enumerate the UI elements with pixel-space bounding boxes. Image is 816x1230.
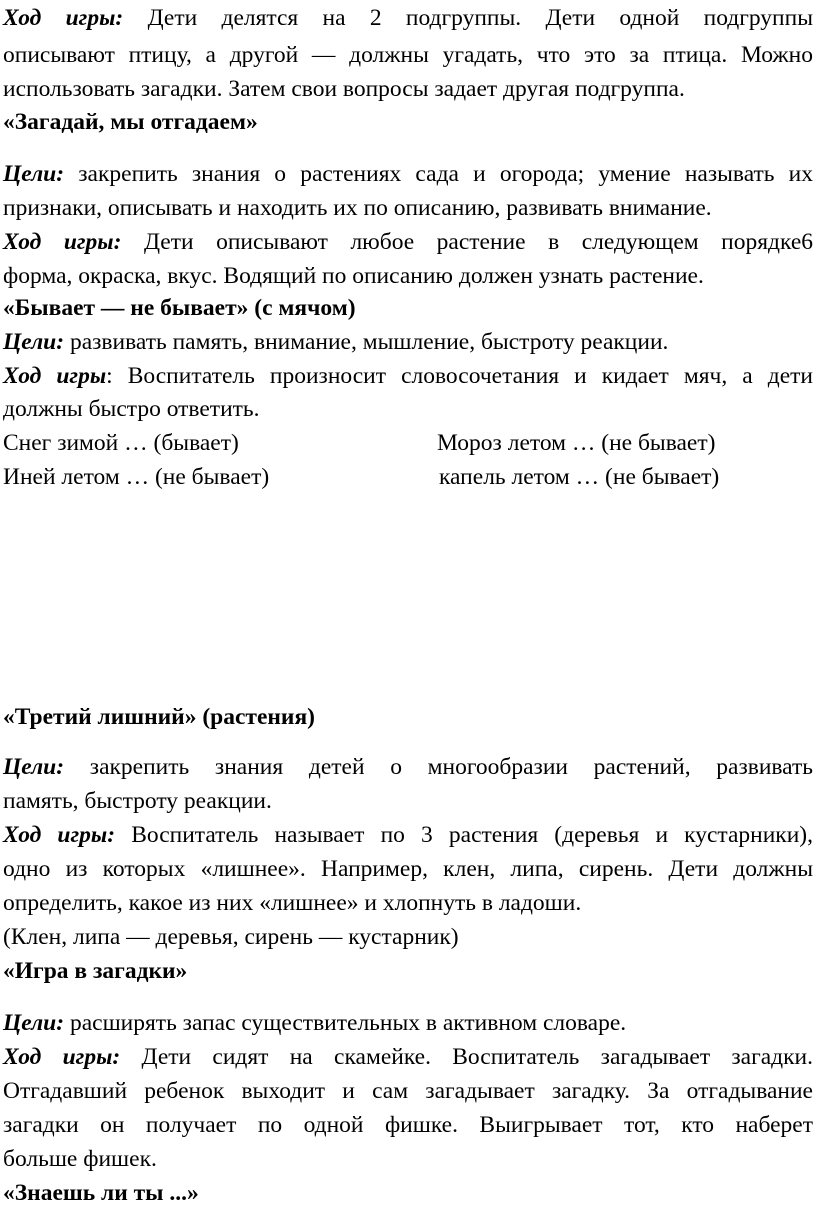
game3-play-line-2: одно из которых «лишнее». Например, клен, липа, сирень. Дети должны: [3, 856, 813, 882]
game2-example-row-2: [3, 459, 816, 496]
game2-example-row-1: [3, 425, 816, 462]
game4-play-line-4: больше фишек.: [3, 1146, 157, 1172]
game3-play-line-3: определить, какое из них «лишнее» и хлопнуть в ладоши.: [3, 890, 582, 916]
example-left: Иней летом … (не бывает): [3, 464, 270, 490]
game2-play-line-1: Ход игры: Воспитатель произносит словосочетания и кидает мяч, а дети: [3, 363, 813, 389]
game2-play-line-2: должны быстро ответить.: [3, 396, 260, 422]
goal-label: Цели:: [3, 329, 65, 355]
example-right: капель летом … (не бывает): [439, 464, 720, 490]
game3-note: (Клен, липа — деревья, сирень — кустарник): [3, 924, 459, 950]
game1-title: «Загадай, мы отгадаем»: [3, 109, 258, 135]
game4-title: «Игра в загадки»: [3, 958, 188, 984]
game2-title: «Бывает — не бывает» (с мячом): [3, 295, 356, 321]
play-label: Ход игры:: [3, 229, 122, 255]
game4-play-line-2: Отгадавший ребенок выходит и сам загадывает загадку. За отгадывание: [3, 1078, 813, 1104]
play-label: Ход игры:: [3, 822, 116, 848]
game1-goal-line-2: признаки, описывать и находить их по описанию, развивать внимание.: [3, 195, 712, 221]
play-label: Ход игры: [3, 363, 107, 389]
game4-play-line-1: Ход игры: Дети сидят на скамейке. Воспитатель загадывает загадки.: [3, 1044, 813, 1070]
block1-line-2: описывают птицу, а другой — должны угадать, что это за птица. Можно: [3, 42, 813, 68]
game1-goal-line-1: Цели: закрепить знания о растениях сада и огорода; умение называть их: [3, 161, 814, 187]
game1-play-line-2: форма, окраска, вкус. Водящий по описанию должен узнать растение.: [3, 263, 704, 289]
game1-play-line-1: Ход игры: Дети описывают любое растение в следующем порядке6: [3, 229, 813, 255]
goal-label: Цели:: [3, 754, 65, 780]
example-left: Снег зимой … (бывает): [3, 430, 239, 456]
goal-label: Цели:: [3, 161, 65, 187]
block1-line-1: Ход игры: Дети делятся на 2 подгруппы. Дети одной подгруппы: [3, 5, 813, 31]
example-right: Мороз летом … (не бывает): [437, 430, 716, 456]
play-label: Ход игры:: [3, 5, 124, 31]
game3-title: «Третий лишний» (растения): [3, 704, 316, 730]
game5-title: «Знаешь ли ты ...»: [3, 1180, 199, 1206]
game3-play-line-1: Ход игры: Воспитатель называет по 3 растения (деревья и кустарники),: [3, 822, 814, 848]
game3-goal-line-1: Цели: закрепить знания детей о многообразии растений, развивать: [3, 754, 813, 780]
block1-line-3: использовать загадки. Затем свои вопросы задает другая подгруппа.: [3, 76, 685, 102]
goal-label: Цели:: [3, 1010, 65, 1036]
game2-goal: Цели: развивать память, внимание, мышление, быстроту реакции.: [3, 329, 669, 355]
play-label: Ход игры:: [3, 1044, 121, 1070]
game4-goal: Цели: расширять запас существительных в активном словаре.: [3, 1010, 627, 1036]
game4-play-line-3: загадки он получает по одной фишке. Выигрывает тот, кто наберет: [3, 1112, 813, 1138]
game3-goal-line-2: память, быстроту реакции.: [3, 788, 272, 814]
